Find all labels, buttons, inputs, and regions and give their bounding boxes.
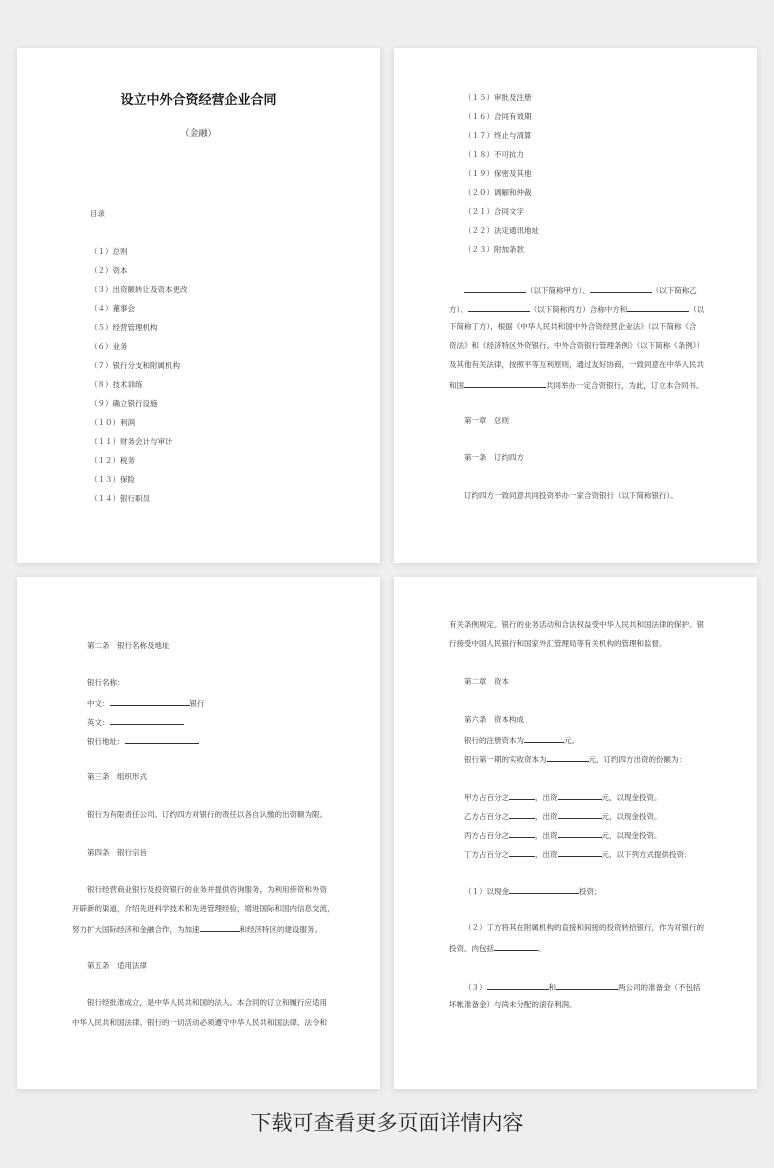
document-page-1 — [17, 48, 380, 563]
toc-item: （１８）不可抗力 — [464, 150, 524, 159]
document-page-3 — [17, 577, 380, 1089]
toc-item: （１４）银行职员 — [90, 494, 150, 503]
party-a-blank — [464, 284, 526, 293]
toc-item: （５）经营管理机构 — [90, 323, 158, 332]
registered-capital-line: 银行的注册资本为 元。 — [464, 736, 579, 745]
parties-line: 及其他有关法律，按照平等互利原则，通过友好协商，一致同意在中华人民共 — [449, 360, 704, 369]
parties-line: 方）、 （以下简称丙方）合称中方和 （以 — [449, 305, 705, 314]
download-more-link[interactable]: 下载可查看更多页面详情内容 — [250, 1111, 524, 1135]
english-name-blank — [110, 716, 184, 725]
toc-item: （１０）利润 — [90, 418, 135, 427]
toc-item: （９）确立银行设施 — [90, 399, 158, 408]
party-share-line: 丙方占百分之 ，出资 元，以现金投资。 — [464, 831, 662, 840]
region-blank — [200, 923, 240, 932]
toc-item: （１）总则 — [90, 247, 128, 256]
toc-item: （１５）审批及注册 — [464, 93, 532, 102]
toc-item: （２１）合同文字 — [464, 207, 524, 216]
toc-item: （１１）财务会计与审计 — [90, 437, 173, 446]
party-c-blank — [468, 303, 530, 312]
toc-item: （７）银行分支和附属机构 — [90, 361, 180, 370]
article-text: 努力扩大国际经济和金融合作，为加速 和经济特区的建设服务。 — [72, 925, 322, 934]
article-text: 银行经营商业银行及投资银行的业务并提供咨询服务，为利用侨资和外资 — [87, 885, 327, 894]
location-blank — [464, 379, 546, 388]
document-page-2 — [394, 48, 757, 563]
toc-item: （３）出资额转让及资本更改 — [90, 285, 188, 294]
parties-line: 和国 共同举办一定合资银行，为此，订立本合同书。 — [449, 381, 704, 390]
english-name-line: 英文： — [87, 716, 184, 728]
article-text: 中华人民共和国法律。银行的一切活动必须遵守中华人民共和国法律、法令和 — [72, 1018, 327, 1027]
party-d-blank — [627, 303, 689, 312]
bank-name-label: 银行名称： — [87, 678, 125, 687]
article-text: 有关条例规定。银行的业务活动和合法权益受中华人民共和国法律的保护。银 — [449, 620, 704, 629]
toc-item: （１３）保险 — [90, 475, 135, 484]
toc-item: （６）业务 — [90, 342, 128, 351]
investment-item: （１）以现金 投资； — [464, 887, 602, 896]
article-heading: 第六条 资本构成 — [464, 715, 524, 724]
article-text: 行接受中国人民银行和国家外汇管理局等有关机构的管理和监督。 — [449, 639, 667, 648]
toc-item: （４）董事会 — [90, 304, 135, 313]
toc-item: （１７）终止与清算 — [464, 131, 532, 140]
toc-item: （８）技术训练 — [90, 380, 143, 389]
chapter-heading: 第二章 资本 — [464, 677, 509, 686]
chinese-name-blank — [110, 697, 190, 706]
toc-item: （２３）附加条款 — [464, 245, 524, 254]
parties-line: 资法》和《经济特区外资银行、中外合资银行管理条例》（以下简称《条例》） — [449, 341, 704, 350]
article-heading: 第四条 银行宗旨 — [87, 848, 147, 857]
toc-item: （２２）法定通讯地址 — [464, 226, 539, 235]
investment-item: 坏帐准备金）与尚未分配的滚存利润。 — [449, 1000, 577, 1009]
toc-item: （１２）税务 — [90, 456, 135, 465]
article-heading: 第二条 银行名称及地址 — [87, 641, 170, 650]
investment-item: （２）丁方将其在附属机构的直接和间接的投资转拾银行，作为对银行的 — [464, 923, 704, 932]
paid-capital-line: 银行第一期的实收资本为 元，订约四方出资的份额为： — [464, 755, 686, 764]
article-heading: 第一条 订约四方 — [464, 453, 524, 462]
document-page-4 — [394, 577, 757, 1089]
toc-item: （２０）调解和仲裁 — [464, 188, 532, 197]
address-line: 银行地址： — [87, 735, 199, 747]
address-blank — [125, 735, 199, 744]
party-b-blank — [590, 284, 652, 293]
toc-heading: 目录 — [90, 209, 105, 218]
registered-capital-blank — [524, 734, 564, 743]
article-text: 开辟新的渠道，介绍先进科学技术和先进管理经验，增进国际和国内信息交流， — [72, 904, 335, 913]
parties-line: 下简称丁方），根据《中华人民共和国中外合资经营企业法》（以下简称《合 — [449, 322, 697, 331]
article-heading: 第三条 组织形式 — [87, 772, 147, 781]
parties-line: （以下简称甲方）、 （以下简称乙 — [464, 284, 697, 296]
chinese-name-line: 中文： 银行 — [87, 699, 205, 708]
investment-item: （３） 和 两公司的准备金（不包括 — [464, 983, 701, 992]
party-share-line: 丁方占百分之 ，出资 元，以下列方式提供投资： — [464, 850, 692, 859]
document-subtitle: （金融） — [180, 129, 217, 139]
party-share-line: 乙方占百分之 ，出资 元，以现金投资。 — [464, 812, 662, 821]
investment-item: 投资。内包括 。 — [449, 944, 546, 953]
toc-item: （１９）保密及其他 — [464, 169, 532, 178]
article-text: 订约四方一致同意共同投资举办一家合资银行（以下简称银行）。 — [464, 491, 678, 500]
paid-capital-blank — [547, 753, 589, 762]
toc-item: （２）资本 — [90, 266, 128, 275]
document-title: 设立中外合资经营企业合同 — [120, 93, 277, 108]
toc-item: （１６）合同有效期 — [464, 112, 532, 121]
article-heading: 第五条 适用法律 — [87, 961, 147, 970]
party-share-line: 甲方占百分之 ，出资 元，以现金投资。 — [464, 793, 662, 802]
chapter-heading: 第一章 总则 — [464, 416, 509, 425]
article-text: 银行经批准成立，是中华人民共和国的法人。本合同的订立和履行应适用 — [87, 998, 327, 1007]
article-text: 银行为有限责任公司。订约四方对银行的责任以各自认缴的出资额为限。 — [87, 810, 327, 819]
